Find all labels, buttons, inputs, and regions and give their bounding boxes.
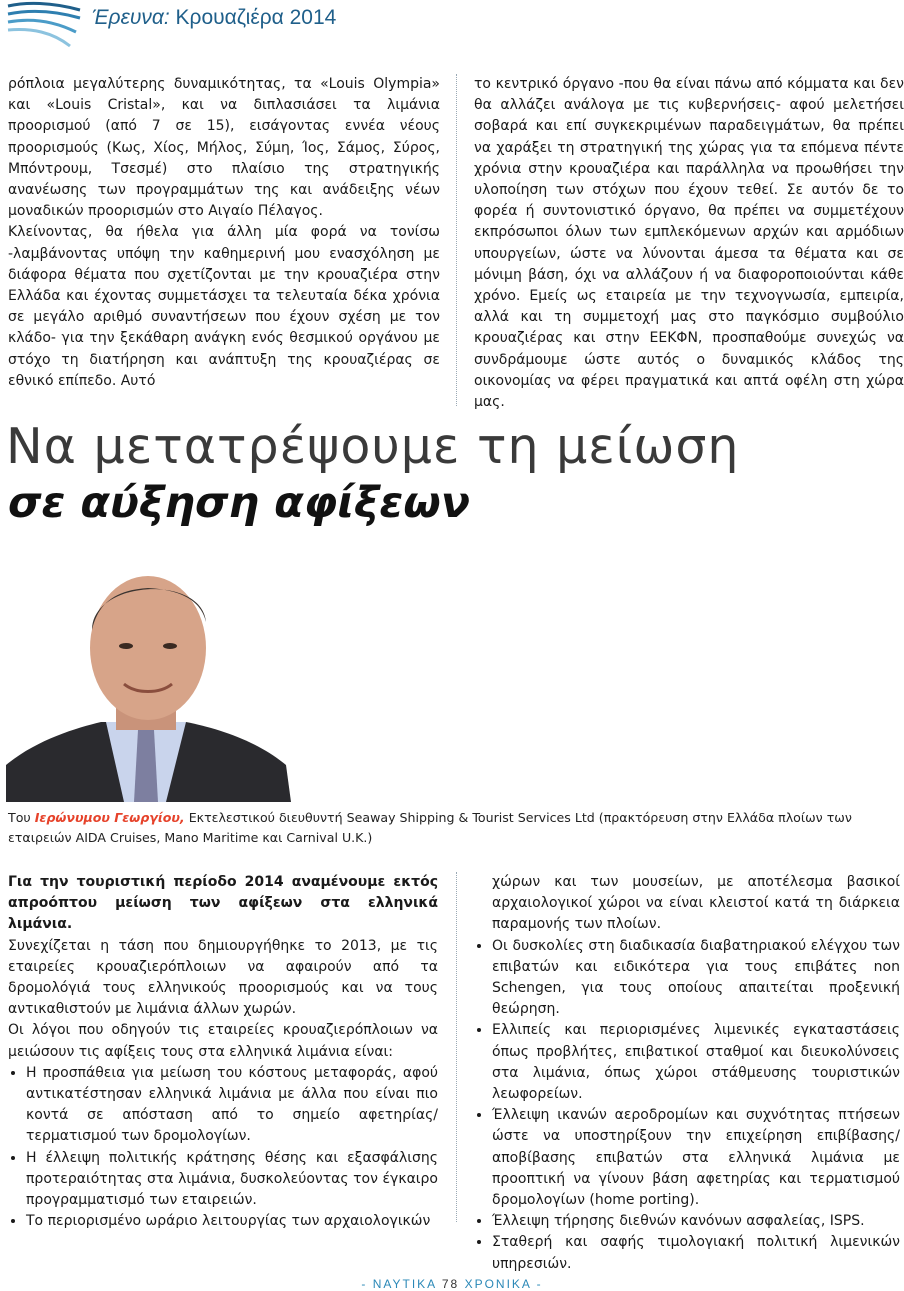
list-item: • Έλλειψη ικανών αεροδρομίων και συχνότητας πτήσεων ώστε να υποστηρίξουν την επιχείρηση επιβίβασης/αποβίβασης επιβατών στα ελληνικά λιμάνια με προοπτική να γίνουν βάση αφετηρίας και τερματισμού δρομολογίων (home porting). [492,1105,900,1211]
paragraph: Συνεχίζεται η τάση που δημιουργήθηκε το 2013, με τις εταιρείες κρουαζιερόπλοιων να αφαιρούν από τα δρομολόγιά τους ελληνικούς προορισμούς και να τους αντικαθιστούν με λιμάνια άλλων χωρών. [8,937,438,1018]
lead-paragraph: Για την τουριστική περίοδο 2014 αναμένουμε εκτός απροόπτου μείωση των αφίξεων στα ελληνικά λιμάνια. [8,874,438,933]
paragraph: Κλείνοντας, θα ήθελα για άλλη μία φορά να τονίσω -λαμβάνοντας υπόψη την καθημερινή μου ενασχόληση με διάφορα θέματα που σχετίζονται με την κρουαζιέρα στην Ελλάδα και έχοντας συμμετάσχει τα τελευταία δέκα χρόνια σε μεγάλο αριθμό συναντήσεων που έχουν σχέση με τον κλάδο- για την ξεκάθαρη ανάγκη ενός θεσμικού οργάνου με στόχο τη διατήρηση και ανάπτυξη της κρουαζιέρας σε εθνικό επίπεδο. Αυτό [8,224,440,389]
paragraph: χώρων και των μουσείων, με αποτέλεσμα βασικοί αρχαιολογικοί χώροι να είναι κλειστοί κατά τη διάρκεια παραμονής των πλοίων. [492,874,900,933]
caption-details: Εκτελεστικού διευθυντή Seaway Shipping & Tourist Services Ltd (πρακτόρευση στην Ελλάδα πλοίων των εταιρειών AIDA Cruises, Mano Maritime και Carnival U.K.) [8,810,852,845]
list-item: • Ελλιπείς και περιορισμένες λιμενικές εγκαταστάσεις όπως προβλήτες, επιβατικοί σταθμοί και διευκολύνσεις στα λιμάνια, όπως χώροι στάθμευσης τουριστικών λεωφορείων. [492,1020,900,1105]
list-item: • Οι δυσκολίες στη διαδικασία διαβατηριακού ελέγχου των επιβατών και ειδικότερα για τους επιβάτες non Schengen, για τους οποίους απαιτείται προξενική θεώρηση. [492,936,900,1021]
section-name: Κρουαζιέρα 2014 [175,6,337,29]
caption-author-name: Ιερώνυμου Γεωργίου, [34,810,185,825]
section-prefix: Έρευνα: [92,6,170,29]
list-item: • Έλλειψη τήρησης διεθνών κανόνων ασφαλείας, ISPS. [492,1211,900,1232]
reasons-list [8,1063,438,1233]
author-photo [6,560,436,802]
article-title-line2: σε αύξηση αφίξεων [8,478,470,528]
column-divider [456,872,457,1222]
footer-right: ΧΡΟΝΙΚΑ - [464,1277,543,1291]
page-section-title [92,6,336,30]
photo-caption [8,808,898,848]
column-divider [456,74,457,406]
paragraph: Οι λόγοι που οδηγούν τις εταιρείες κρουαζιερόπλοιων να μειώσουν τις αφίξεις τους στα ελληνικά λιμάνια είναι: [8,1022,438,1060]
paragraph: ρόπλοια μεγαλύτερης δυναμικότητας, τα «Louis Olympia» και «Louis Cristal», και να διπλασιάσει τα λιμάνια προορισμού (από 7 σε 15), εισάγοντας εννέα νέους προορισμούς (Κως, Χίος, Μήλος, Σύμη, Ίος, Σάμος, Σύρος, Μπόντρουμ, Τσεσμέ) στο πλαίσιο της στρατηγικής ανανέωσης των προγραμμάτων της και ανάδειξης νέων μοναδικών προορισμών στο Αιγαίο Πέλαγος. [8,76,440,220]
paragraph: το κεντρικό όργανο -που θα είναι πάνω από κόμματα και δεν θα αλλάζει ανάλογα με τις κυβερνήσεις- αφού μελετήσει σοβαρά και επί συγκεκριμένων παραδειγμάτων, θα πρέπει να χαράξει τη στρατηγική της χώρας για τα επόμενα πέντε χρόνια στην κρουαζιέρα και παράλληλα να προωθήσει την υλοποίηση των στόχων που έχουν τεθεί. Σε αυτόν δε το φορέα ή συντονιστικό όργανο, θα πρέπει να συμμετέχουν εκπρόσωποι όλων των εμπλεκόμενων αρχών και αρμόδιων υπουργείων, ώστε να λύνονται άμεσα τα θέματα και σε μόνιμη βάση, όχι να αλλάζουν ή να διαφοροποιούνται κάθε χρόνο. Εμείς ως εταιρεία με την τεχνογνωσία, εμπειρία, αλλά και τη συμμετοχή μας στο παγκόσμιο συμβούλιο κρουαζιέρας και στην ΕΕΚΦΝ, προσπαθούμε συνεχώς να συνδράμουμε ώστε αυτός ο δυναμικός κλάδος της οικονομίας να φέρει πραγματικά και απτά οφέλη στη χώρα μας. [474,76,904,411]
list-item: • Σταθερή και σαφής τιμολογιακή πολιτική λιμενικών υπηρεσιών. [492,1232,900,1274]
list-item: • Η προσπάθεια για μείωση του κόστους μεταφοράς, αφού αντικατέστησαν ελληνικά λιμάνια με άλλα που είναι πιο κοντά σε απόσταση από το σημείο αφετηρίας/τερματισμού των δρομολογίων. [26,1063,438,1148]
caption-prefix: Του [8,810,31,825]
top-left-column [8,74,440,392]
article-title-line1: Να μετατρέψουμε τη μείωση [6,418,740,475]
reasons-list-continued [474,936,900,1275]
list-item: • Η έλλειψη πολιτικής κράτησης θέσης και εξασφάλισης προτεραιότητας στα λιμάνια, δυσκολεύοντας τον έγκαιρο προγραμματισμό των εταιρειών. [26,1148,438,1212]
bottom-left-column [8,872,438,1232]
bottom-right-column [474,872,900,1275]
footer-left: - ΝΑΥΤΙΚΑ [361,1277,437,1291]
list-item: • Το περιορισμένο ωράριο λειτουργίας των αρχαιολογικών [26,1211,438,1232]
page-number: 78 [441,1277,460,1291]
wave-logo-icon [6,0,82,48]
page-footer [0,1277,904,1291]
top-right-column [474,74,904,413]
